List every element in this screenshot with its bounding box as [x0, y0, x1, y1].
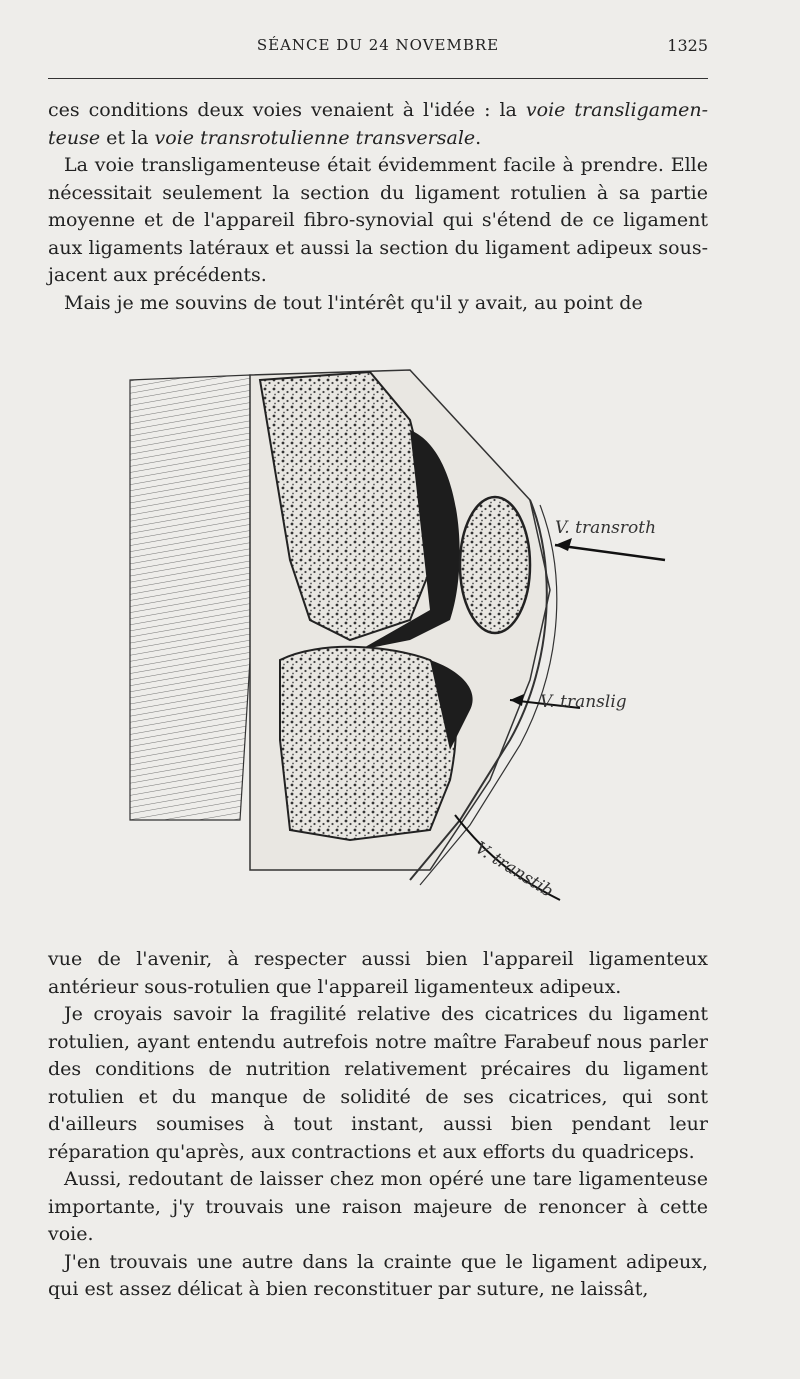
paragraph: Mais je me souvins de tout l'intérêt qu'il y avait, au point de	[64, 291, 643, 314]
paragraph: vue de l'avenir, à respecter aussi bien l'appareil ligamenteux antérieur sous-rotulien que l'appareil ligamenteux adipeux.	[48, 948, 708, 998]
figure-label: V. transroth	[555, 518, 657, 538]
paragraph: Je croyais savoir la fragilité relative des cicatrices du ligament rotulien, ayant entendu autrefois notre maître Farabeuf nous parler des conditions de nutrition relativement précaires du ligament rotulien et du manque de solidité de ses cicatrices, qui sont d'ailleurs soumises à tout instant, aussi bien pendant leur réparation qu'après, aux contractions et aux efforts du quadriceps.	[48, 1003, 708, 1163]
page-number: 1325	[667, 36, 708, 55]
text-block-bottom	[48, 946, 708, 1304]
paragraph: ces conditions deux voies venaient à l'idée : la voie transligamen-teuse et la voie transrotulienne transversale.	[48, 99, 708, 149]
running-head: SÉANCE DU 24 NOVEMBRE	[256, 36, 500, 54]
knee-anatomy-drawing	[110, 360, 670, 920]
header-rule	[48, 78, 708, 79]
paragraph: J'en trouvais une autre dans la crainte que le ligament adipeux, qui est assez délicat à bien reconstituer par suture, ne laissât,	[48, 1250, 708, 1300]
arrow-transrotulienne	[555, 545, 665, 560]
figure-label: V. translig	[540, 692, 627, 712]
text-block-top	[48, 97, 708, 317]
page-header	[48, 36, 708, 60]
figure-label: V. transtib	[471, 838, 557, 902]
paragraph: La voie transligamenteuse était évidemment facile à prendre. Elle nécessitait seulement la section du ligament rotulien à sa partie moyenne et de l'appareil fibro-synovial qui s'étend de ce ligament aux ligaments latéraux et aussi la section du ligament adipeux sous-jacent aux précédents.	[48, 154, 708, 286]
patella	[460, 497, 530, 633]
knee-section-figure	[110, 360, 670, 920]
paragraph: Aussi, redoutant de laisser chez mon opéré une tare ligamenteuse importante, j'y trouvais une raison majeure de renoncer à cette voie.	[48, 1168, 708, 1245]
